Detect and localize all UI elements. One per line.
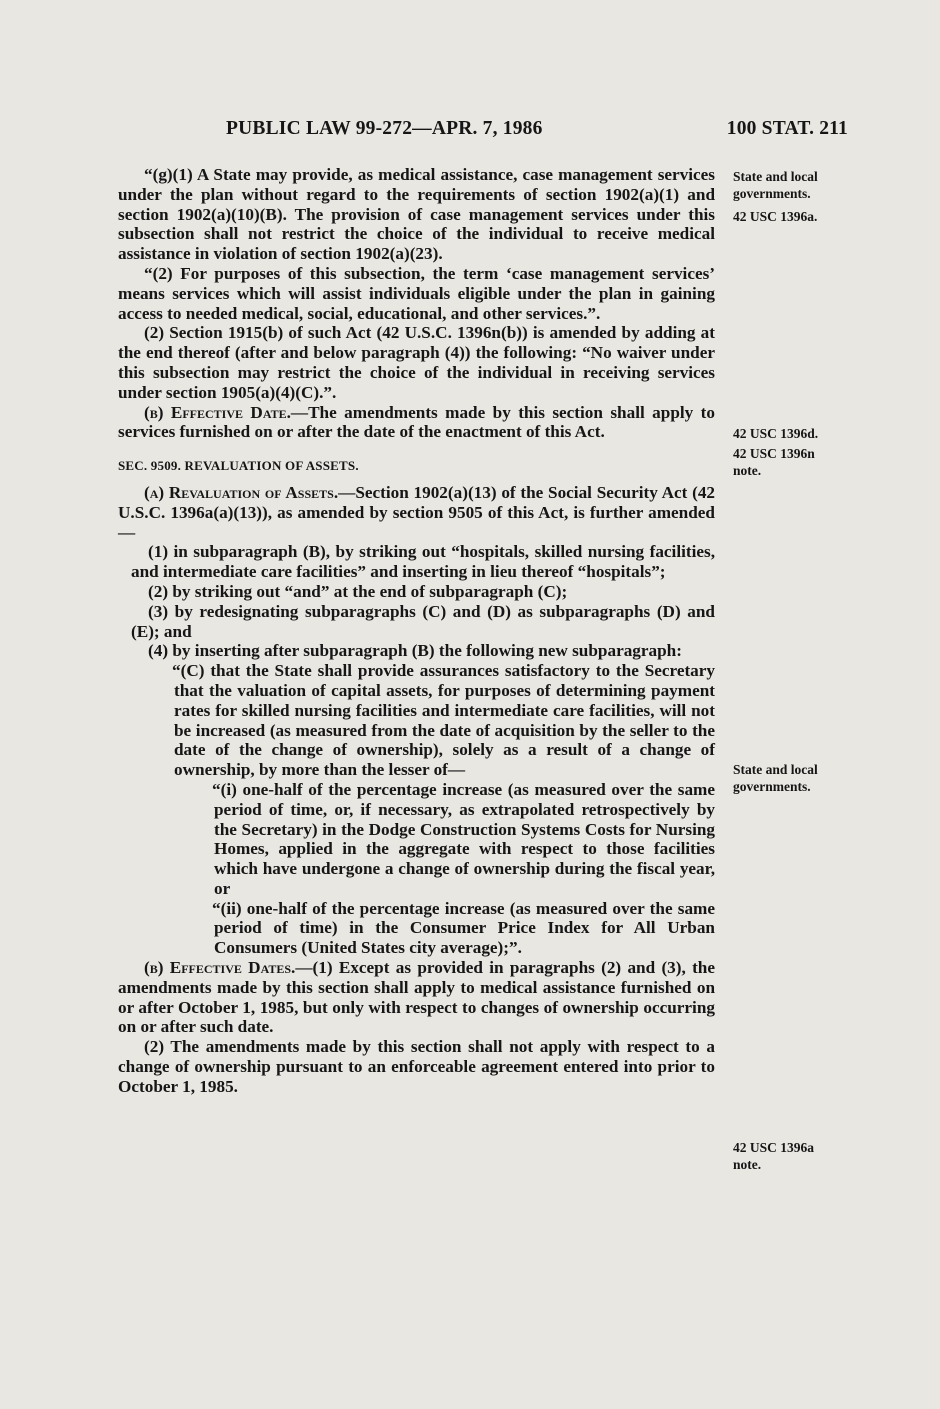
margin-note-usc-1396a-note: 42 USC 1396a note.	[733, 1140, 815, 1172]
paragraph-effective-dates	[118, 958, 715, 1037]
page-title: PUBLIC LAW 99-272—APR. 7, 1986	[226, 118, 543, 139]
effective-dates-text: —(1) Except as provided in paragraphs (2) and (3), the amendments made by this section shall apply to medical assistance furnished on or after October 1, 1985, but only with respect to changes of ownership occurring on or after such date.	[118, 958, 715, 1037]
paragraph-section-2: (2) Section 1915(b) of such Act (42 U.S.C. 1396n(b)) is amended by adding at the end thereof (after and below paragraph (4)) the following: “No waiver under this subsection may restrict the choice of the individual in receiving services under section 1905(a)(4)(C).”.	[118, 323, 715, 402]
quoted-subparagraph-c: “(C) that the State shall provide assurances satisfactory to the Secretary that the valuation of capital assets, for purposes of determining payment rates for skilled nursing facilities and intermediate care facilities, will not be increased (as measured from the date of acquisition by the seller to the date of the change of ownership), solely as a result of a change of ownership, by more than the lesser of—	[172, 661, 715, 780]
section-heading: SEC. 9509. REVALUATION OF ASSETS.	[118, 458, 359, 474]
amendment-item-3: (3) by redesignating subparagraphs (C) and (D) as subparagraphs (D) and (E); and	[131, 601, 715, 641]
amendment-item-1: (1) in subparagraph (B), by striking out “hospitals, skilled nursing facilities, and intermediate care facilities” and inserting in lieu thereof “hospitals”;	[131, 542, 715, 582]
margin-note-usc-1396n: 42 USC 1396n note.	[733, 446, 815, 478]
effective-date-label: (b) Effective Date.	[144, 402, 291, 422]
paragraph-effective-date	[118, 403, 715, 443]
paragraph-g1: “(g)(1) A State may provide, as medical assistance, case management services under the plan without regard to the requirements of section 1902(a)(1) and section 1902(a)(10)(B). The provision of case management services under this subsection shall not restrict the choice of the individual to receive medical assistance in violation of section 1902(a)(23).	[118, 165, 715, 264]
revaluation-label: (a) Revaluation of Assets.	[144, 482, 339, 502]
effective-dates-label: (b) Effective Dates.	[144, 958, 296, 978]
margin-note-state-local-2: State and local governments.	[733, 762, 818, 794]
body-text	[118, 165, 715, 1097]
quoted-clause-i: “(i) one-half of the percentage increase (as measured over the same period of time, or, if necessary, as extrapolated retrospectively by the Secretary) in the Dodge Construction Systems Costs for Nursing Homes, applied in the aggregate with respect to those facilities which have undergone a change of ownership during the fiscal year, or	[212, 779, 715, 898]
amendment-item-4: (4) by inserting after subparagraph (B) the following new subparagraph:	[148, 641, 682, 661]
paragraph-effective-dates-2: (2) The amendments made by this section shall not apply with respect to a change of ownership pursuant to an enforceable agreement entered into prior to October 1, 1985.	[118, 1037, 715, 1096]
margin-note-usc-1396d: 42 USC 1396d.	[733, 426, 819, 441]
amendment-item-2: (2) by striking out “and” at the end of subparagraph (C);	[148, 581, 568, 601]
margin-note-usc-1396a: 42 USC 1396a.	[733, 209, 818, 224]
margin-note-state-local: State and local governments.	[733, 169, 818, 201]
quoted-clause-ii: “(ii) one-half of the percentage increase (as measured over the same period of time) in the Consumer Price Index for All Urban Consumers (United States city average);”.	[212, 898, 715, 958]
revaluation-text: —Section 1902(a)(13) of the Social Security Act (42 U.S.C. 1396a(a)(13)), as amended by section 9505 of this Act, is further amended—	[118, 482, 716, 542]
statute-page-number: 100 STAT. 211	[726, 118, 848, 139]
paragraph-revaluation	[118, 483, 715, 542]
paragraph-g2: “(2) For purposes of this subsection, the term ‘case management services’ means services which will assist individuals eligible under the plan in gaining access to needed medical, social, educational, and other services.”.	[118, 263, 715, 323]
effective-date-text: —The amendments made by this section shall apply to services furnished on or after the date of the enactment of this Act.	[118, 402, 715, 442]
